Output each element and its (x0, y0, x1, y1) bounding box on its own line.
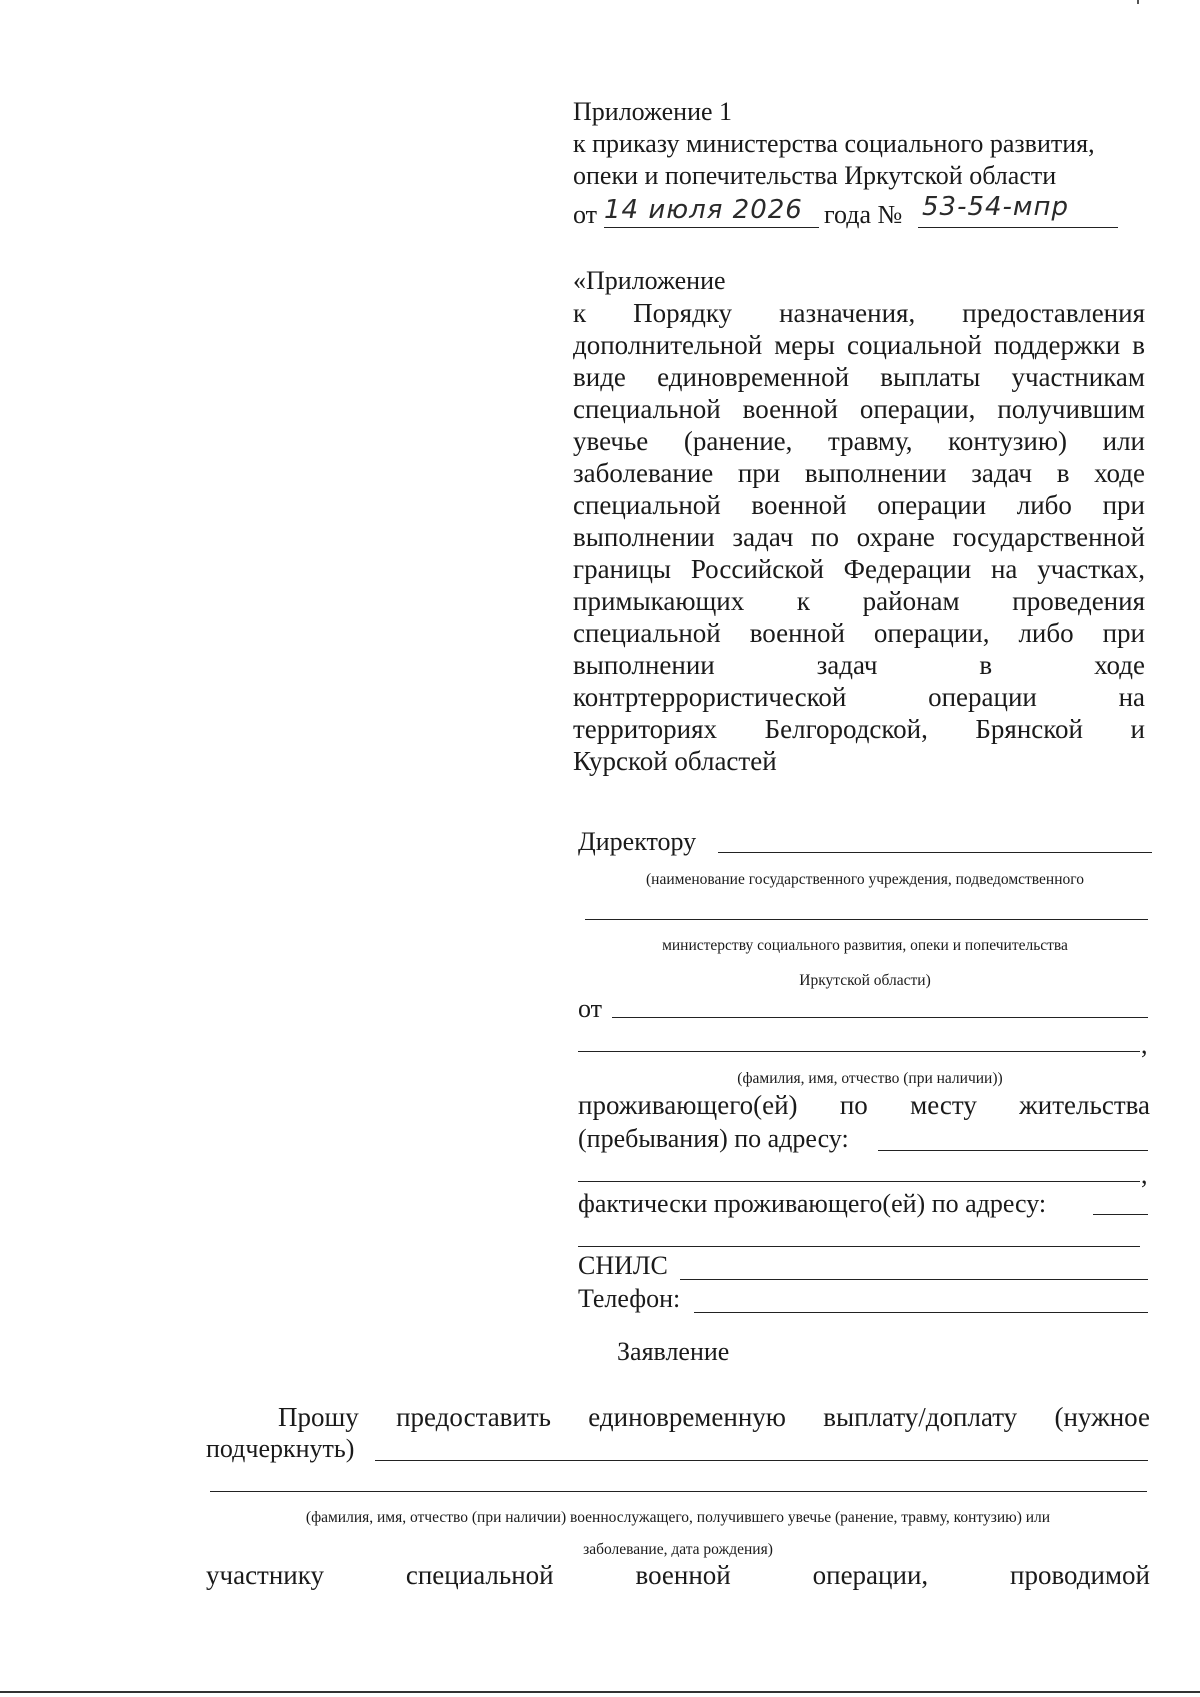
continuation-line: участнику специальной военной операции, проводимой (206, 1560, 1150, 1590)
handwritten-date: 14 июля 2026 (604, 195, 803, 225)
comma: , (1141, 1160, 1148, 1189)
request-text: Прошу предоставить единовременную выплату/доплату (нужное (278, 1402, 1150, 1432)
order-number-underline (918, 227, 1118, 228)
from-label: от (578, 994, 603, 1023)
appendix-line: примыкающих к районам проведения (573, 586, 1145, 616)
order-reference-line: к приказу министерства социального развития, (573, 129, 1095, 158)
appendix-line: контртеррористической операции на (573, 682, 1145, 712)
serviceman-hint-1: (фамилия, имя, отчество (при наличии) военнослужащего, получившего увечье (ранение, травму, контузию) или (305, 1509, 1051, 1526)
appendix-line: виде единовременной выплаты участникам (573, 362, 1145, 392)
from-field-line-2 (578, 1051, 1140, 1052)
serviceman-field-line-2 (210, 1491, 1147, 1492)
residing-line-1: проживающего(ей) по месту жительства (578, 1090, 1150, 1120)
request-line-1 (206, 1401, 1150, 1433)
appendix-line: к Порядку назначения, предоставления (573, 298, 1145, 328)
appendix-line: выполнении задач в ходе (573, 650, 1145, 680)
director-hint-1: (наименование государственного учреждения, подведомственного (646, 871, 1084, 888)
date-prefix: от (573, 200, 598, 229)
appendix-line: выполнении задач по охране государственной (573, 522, 1145, 552)
appendix-line: территориях Белгородской, Брянской и (573, 714, 1145, 744)
director-hint-2: министерству социального развития, опеки и попечительства (662, 937, 1068, 954)
appendix-line: увечье (ранение, травму, контузию) или (573, 426, 1145, 456)
residing-line-2: (пребывания) по адресу: (578, 1124, 849, 1153)
snils-field-line (680, 1279, 1148, 1280)
actual-address-field-line-2 (578, 1246, 1140, 1247)
request-line-2: подчеркнуть) (206, 1434, 355, 1463)
comma: , (1141, 1030, 1148, 1059)
date-underline (604, 227, 819, 228)
appendix-line: специальной военной операции, либо при (573, 618, 1145, 648)
appendix-body (573, 297, 1145, 777)
scan-edge-mark (1137, 0, 1139, 4)
actual-address-label: фактически проживающего(ей) по адресу: (578, 1189, 1047, 1218)
fio-hint: (фамилия, имя, отчество (при наличии)) (737, 1070, 1003, 1087)
director-label: Директору (578, 827, 697, 856)
serviceman-field-line (375, 1460, 1148, 1461)
date-suffix: года № (824, 200, 903, 229)
from-field-line (612, 1017, 1148, 1018)
institution-field-line (585, 919, 1148, 920)
appendix-line: границы Российской Федерации на участках, (573, 554, 1145, 584)
director-field-line (718, 852, 1152, 853)
handwritten-order-number: 53-54-мпр (922, 192, 1070, 222)
appendix-number: Приложение 1 (573, 97, 733, 126)
phone-field-line (694, 1312, 1148, 1313)
statement-title: Заявление (617, 1337, 730, 1366)
snils-label: СНИЛС (578, 1251, 668, 1280)
ministry-line: опеки и попечительства Иркутской области (573, 161, 1057, 190)
appendix-line: специальной военной операции либо при (573, 490, 1145, 520)
residence-field-line (878, 1150, 1148, 1151)
serviceman-hint-2: заболевание, дата рождения) (583, 1541, 773, 1558)
phone-label: Телефон: (578, 1284, 681, 1313)
director-hint-3: Иркутской области) (799, 972, 931, 989)
appendix-last-line: Курской областей (573, 746, 777, 776)
appendix-title: «Приложение (573, 266, 726, 295)
appendix-line: специальной военной операции, получившим (573, 394, 1145, 424)
appendix-line: заболевание при выполнении задач в ходе (573, 458, 1145, 488)
scan-bottom-edge (0, 1691, 1200, 1693)
residence-field-line-2 (578, 1181, 1140, 1182)
actual-address-field-line (1093, 1214, 1148, 1215)
appendix-line: дополнительной меры социальной поддержки в (573, 330, 1145, 360)
